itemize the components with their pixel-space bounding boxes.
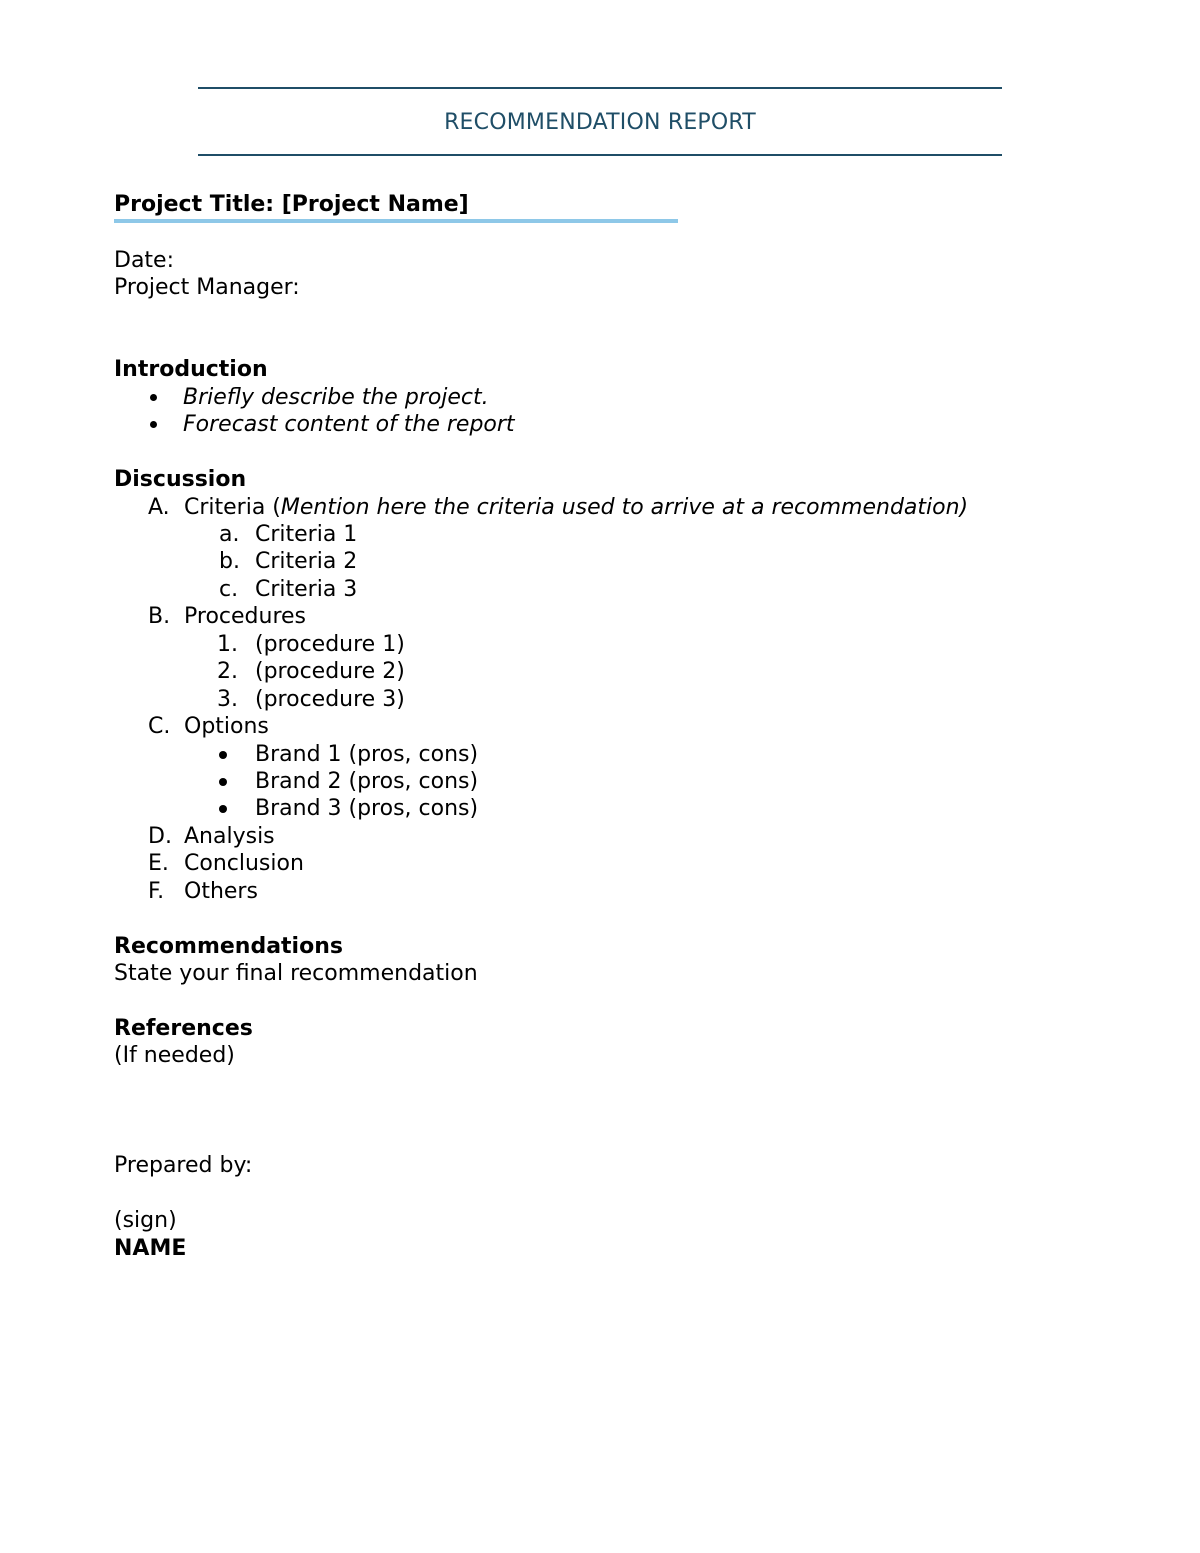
sign-placeholder: (sign) (114, 1208, 177, 1233)
options-marker: C. (148, 714, 171, 739)
procedures-label: Procedures (184, 604, 306, 629)
bullet-icon (150, 394, 157, 401)
criteria-item-2: Criteria 2 (255, 549, 358, 574)
criteria-label: Criteria ( (184, 495, 281, 520)
bullet-icon (219, 805, 227, 813)
procedure-item-marker: 3. (217, 687, 238, 712)
bullet-icon (219, 778, 227, 786)
project-manager-label: Project Manager: (114, 275, 300, 300)
procedure-item-2: (procedure 2) (255, 659, 405, 684)
criteria-item-3: Criteria 3 (255, 577, 358, 602)
bullet-icon (219, 751, 227, 759)
recommendations-heading: Recommendations (114, 934, 343, 959)
bullet-icon (150, 421, 157, 428)
procedure-item-1: (procedure 1) (255, 632, 405, 657)
options-label: Options (184, 714, 269, 739)
introduction-bullet-1: Briefly describe the project. (183, 385, 489, 410)
criteria-item-marker: a. (219, 522, 240, 547)
criteria-marker: A. (148, 495, 170, 520)
references-heading: References (114, 1016, 253, 1041)
header-bottom-rule (198, 154, 1002, 156)
introduction-heading: Introduction (114, 357, 268, 382)
date-label: Date: (114, 248, 174, 273)
project-title: Project Title: [Project Name] (114, 192, 469, 217)
discussion-heading: Discussion (114, 467, 247, 492)
criteria-item-marker: b. (219, 549, 240, 574)
option-item-3: Brand 3 (pros, cons) (255, 796, 479, 821)
others-marker: F. (148, 879, 165, 904)
criteria-item-marker: c. (219, 577, 239, 602)
criteria-line (184, 494, 968, 522)
procedures-marker: B. (148, 604, 171, 629)
report-title: RECOMMENDATION REPORT (444, 110, 756, 135)
criteria-item-1: Criteria 1 (255, 522, 358, 547)
analysis-label: Analysis (184, 824, 275, 849)
others-label: Others (184, 879, 258, 904)
procedure-item-marker: 1. (217, 632, 238, 657)
conclusion-label: Conclusion (184, 851, 304, 876)
prepared-by-label: Prepared by: (114, 1153, 253, 1178)
project-title-underline (114, 219, 678, 223)
option-item-1: Brand 1 (pros, cons) (255, 742, 479, 767)
procedure-item-3: (procedure 3) (255, 687, 405, 712)
references-text: (If needed) (114, 1043, 235, 1068)
analysis-marker: D. (148, 824, 172, 849)
option-item-2: Brand 2 (pros, cons) (255, 769, 479, 794)
header-top-rule (198, 87, 1002, 89)
criteria-note: Mention here the criteria used to arrive at a recommendation) (280, 495, 969, 520)
signer-name: NAME (114, 1236, 187, 1261)
conclusion-marker: E. (148, 851, 169, 876)
introduction-bullet-2: Forecast content of the report (183, 412, 515, 437)
recommendations-text: State your final recommendation (114, 961, 478, 986)
procedure-item-marker: 2. (217, 659, 238, 684)
